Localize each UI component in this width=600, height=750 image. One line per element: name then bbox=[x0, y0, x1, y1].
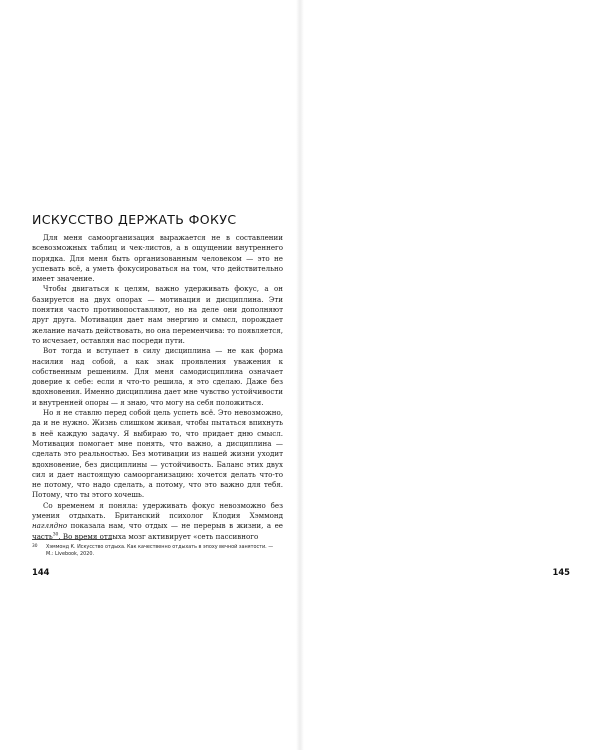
paragraph: Для меня самоорганизация выражается не в составлении всевозможных таблиц и чек-листов, а в ощущении внутреннего порядка. Для меня быть организованным человеком — это не успевать всё, а уметь фокусироваться на том, что действительно имеет значение. bbox=[32, 233, 283, 284]
page-number-left: 144 bbox=[32, 567, 50, 577]
right-page bbox=[300, 0, 600, 750]
footnote bbox=[32, 544, 282, 557]
paragraph: Но я не ставлю перед собой цель успеть всё. Это невозможно, да и не нужно. Жизнь слишком живая, чтобы пытаться впихнуть в неё каждую задачу. Я выбираю то, что придает дню смысл. Мотивация помогает мне понять, что важно, а дисциплина — сделать это реальностью. Без мотивации из нашей жизни уходит вдохновение, без дисциплины — устойчивость. Баланс этих двух сил и дает настоящую самоорганизацию: хочется делать что-то не потому, что надо сделать, а потому, что это важно для тебя. Потому, что ты этого хочешь. bbox=[32, 408, 283, 500]
chapter-title: ИСКУССТВО ДЕРЖАТЬ ФОКУС bbox=[32, 212, 237, 228]
left-page-body bbox=[32, 233, 283, 542]
emphasis-text: наглядно bbox=[32, 521, 68, 531]
footnote-text: Хэммонд К. Искусство отдыха. Как качественно отдыхать в эпоху вечной занятости. — М.: Livebook, 2020. bbox=[46, 544, 274, 557]
left-footnotes bbox=[32, 539, 282, 558]
page-number-right: 145 bbox=[552, 567, 570, 577]
footnote-number: 30 bbox=[32, 544, 38, 549]
footnote-rule bbox=[32, 539, 112, 540]
footnote-ref: 30 bbox=[52, 532, 59, 538]
paragraph: Вот тогда и вступает в силу дисциплина — не как форма насилия над собой, а как знак проявления уважения к собственным решениям. Для меня самодисциплина означает доверие к себе: если я что-то решила, я это сделаю. Даже без вдохновения. Именно дисциплина дает мне чувство устойчивости и внутренней опоры — я знаю, что могу на себя положиться. bbox=[32, 346, 283, 407]
running-head bbox=[430, 187, 600, 193]
paragraph: Со временем я поняла: удерживать фокус невозможно без умения отдыхать. Британский психолог Клодия Хэммонд наглядно показала нам, что отдых — не перерыв в жизни, а ее часть$^{30}$. Во время отдыха мозг активирует «сеть пассивного bbox=[32, 500, 283, 541]
paragraph: Чтобы двигаться к целям, важно удерживать фокус, а он базируется на двух опорах — мотивация и дисциплина. Эти понятия часто противопоставляют, но на деле они дополняют друг друга. Мотивация дает нам энергию и смысл, порождает желание начать действовать, но она переменчива: то появляется, то исчезает, оставляя нас посреди пути. bbox=[32, 284, 283, 345]
